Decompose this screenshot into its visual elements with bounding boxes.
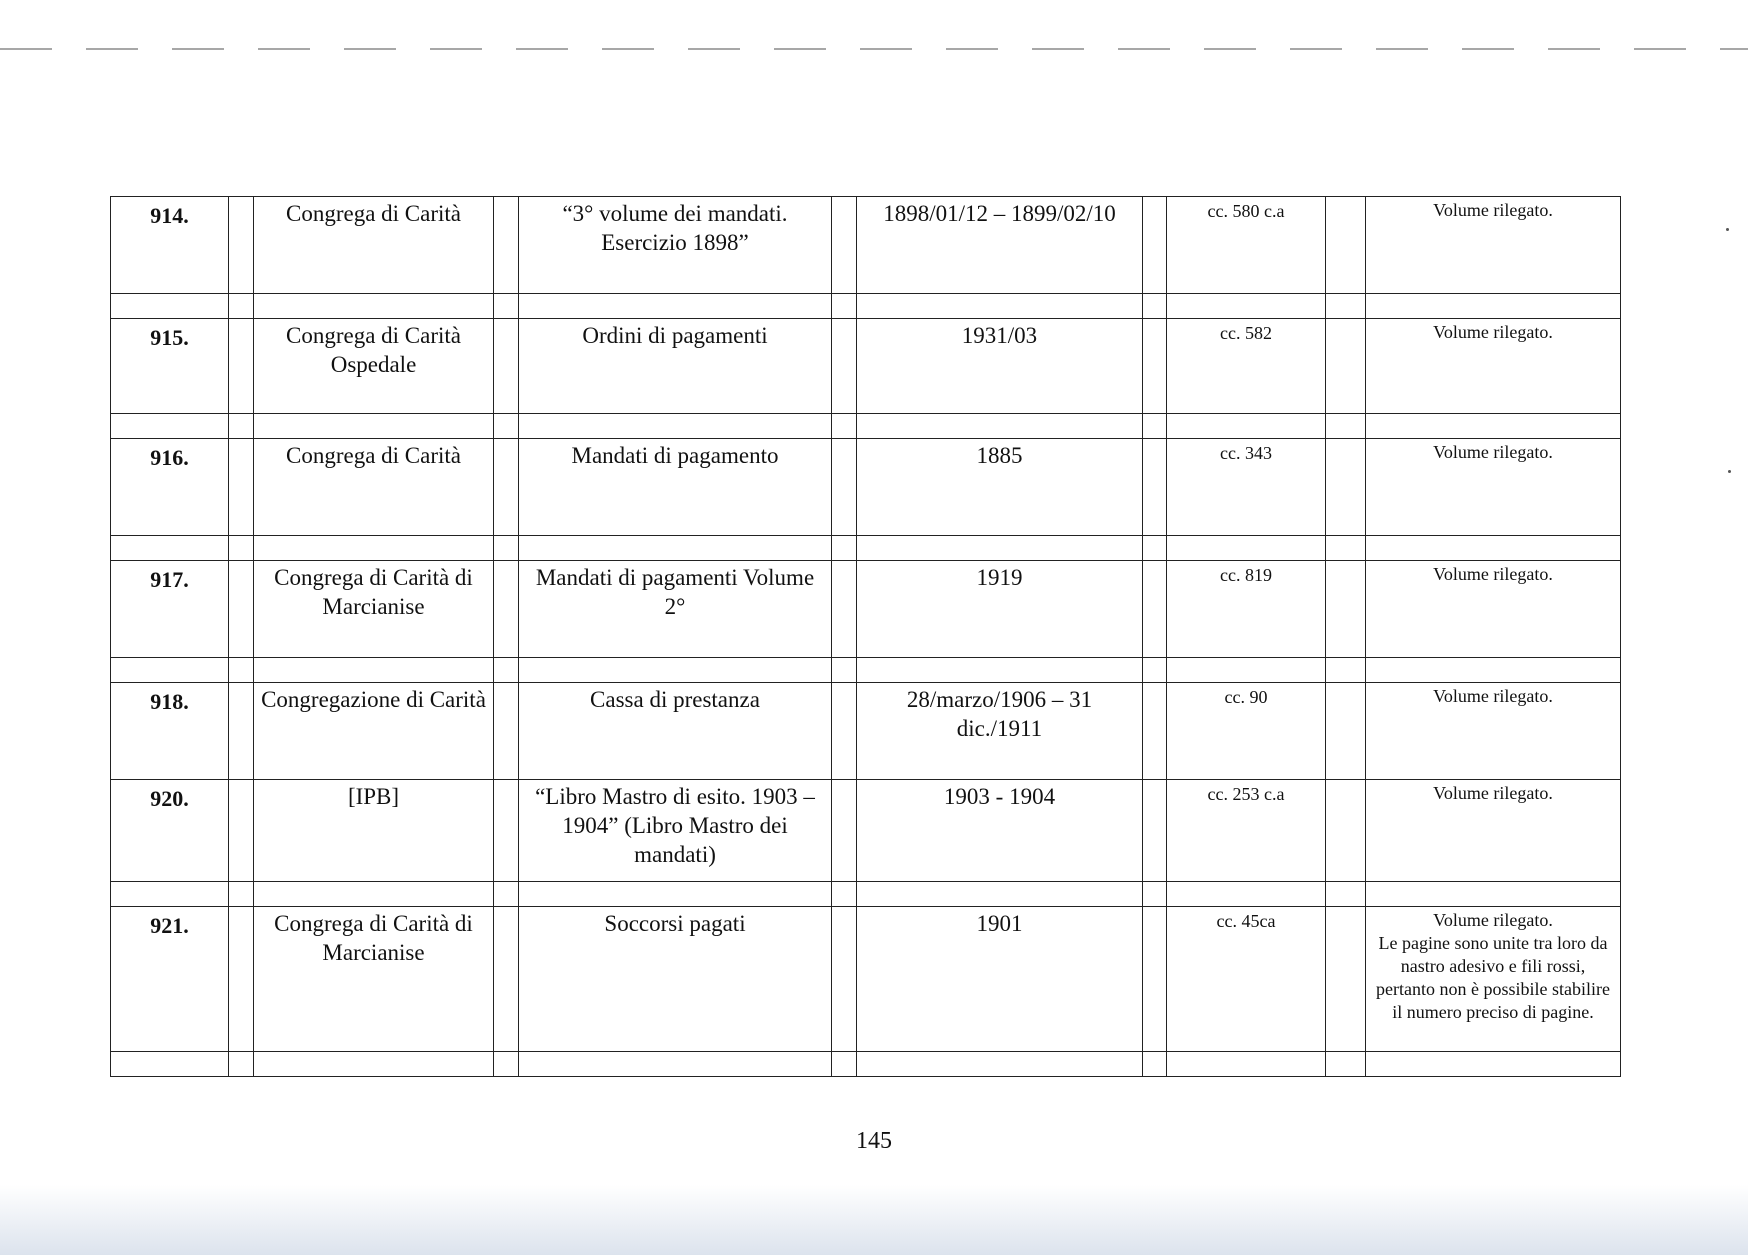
spacer-cell	[254, 882, 494, 907]
spacer-cell	[857, 1052, 1143, 1077]
spacer-cell	[1326, 1052, 1366, 1077]
spacer-cell	[1167, 414, 1326, 439]
spacer-cell	[832, 882, 857, 907]
entry-notes-detail: Le pagine sono unite tra loro da nastro adesivo e fili rossi, pertanto non è possibile stabilire il numero preciso di pagine.	[1376, 933, 1610, 1022]
entry-title: Ordini di pagamenti	[519, 319, 832, 414]
gap-cell	[229, 561, 254, 658]
gap-cell	[1326, 683, 1366, 780]
entry-entity: Congrega di Carità	[254, 197, 494, 294]
spacer-cell	[494, 414, 519, 439]
entry-entity: Congrega di Carità di Marcianise	[254, 561, 494, 658]
spacer-cell	[1167, 1052, 1326, 1077]
gap-cell	[494, 683, 519, 780]
spacer-cell	[1143, 536, 1167, 561]
spacer-cell	[519, 658, 832, 683]
entry-number: 918.	[111, 683, 229, 780]
spacer-cell	[1326, 294, 1366, 319]
gap-cell	[832, 780, 857, 882]
spacer-cell	[254, 658, 494, 683]
entry-pages: cc. 819	[1167, 561, 1326, 658]
gap-cell	[494, 561, 519, 658]
page-number: 145	[856, 1128, 892, 1154]
entry-notes	[1366, 683, 1621, 780]
spacer-cell	[1366, 414, 1621, 439]
spacer-cell	[1167, 658, 1326, 683]
entry-dates: 28/marzo/1906 – 31 dic./1911	[857, 683, 1143, 780]
spacer-cell	[857, 294, 1143, 319]
scan-speck	[1726, 228, 1729, 231]
spacer-cell	[254, 414, 494, 439]
entry-entity: [IPB]	[254, 780, 494, 882]
scan-shadow	[0, 1185, 1748, 1255]
entry-pages: cc. 45ca	[1167, 907, 1326, 1052]
entry-notes-main: Volume rilegato.	[1433, 783, 1553, 803]
spacer-cell	[1326, 536, 1366, 561]
entry-number: 915.	[111, 319, 229, 414]
spacer-cell	[1167, 536, 1326, 561]
gap-cell	[1143, 683, 1167, 780]
entry-notes	[1366, 439, 1621, 536]
spacer-cell	[254, 294, 494, 319]
entry-dates: 1931/03	[857, 319, 1143, 414]
entry-notes	[1366, 319, 1621, 414]
gap-cell	[229, 780, 254, 882]
spacer-cell	[1167, 882, 1326, 907]
gap-cell	[229, 439, 254, 536]
entry-title: Soccorsi pagati	[519, 907, 832, 1052]
spacer-row	[111, 1052, 1621, 1077]
spacer-cell	[832, 536, 857, 561]
spacer-cell	[832, 1052, 857, 1077]
table-row	[111, 319, 1621, 414]
spacer-cell	[1366, 536, 1621, 561]
spacer-cell	[111, 1052, 229, 1077]
spacer-cell	[1326, 658, 1366, 683]
scan-speck	[1728, 470, 1731, 473]
top-dashed-line	[0, 48, 1748, 50]
spacer-row	[111, 414, 1621, 439]
entry-number: 914.	[111, 197, 229, 294]
entry-pages: cc. 90	[1167, 683, 1326, 780]
spacer-cell	[519, 1052, 832, 1077]
entry-pages: cc. 343	[1167, 439, 1326, 536]
archive-inventory-table	[110, 196, 1621, 1077]
entry-notes	[1366, 197, 1621, 294]
spacer-row	[111, 658, 1621, 683]
spacer-cell	[111, 536, 229, 561]
gap-cell	[494, 197, 519, 294]
spacer-cell	[857, 658, 1143, 683]
entry-notes-main: Volume rilegato.	[1433, 686, 1553, 706]
gap-cell	[494, 907, 519, 1052]
spacer-cell	[1143, 1052, 1167, 1077]
spacer-cell	[1366, 294, 1621, 319]
gap-cell	[1143, 439, 1167, 536]
entry-notes	[1366, 780, 1621, 882]
gap-cell	[229, 197, 254, 294]
entry-pages: cc. 253 c.a	[1167, 780, 1326, 882]
table-row	[111, 439, 1621, 536]
spacer-cell	[519, 414, 832, 439]
spacer-cell	[1366, 882, 1621, 907]
spacer-cell	[111, 658, 229, 683]
table-row	[111, 780, 1621, 882]
spacer-row	[111, 294, 1621, 319]
spacer-cell	[1143, 658, 1167, 683]
gap-cell	[832, 683, 857, 780]
gap-cell	[1326, 197, 1366, 294]
gap-cell	[1326, 439, 1366, 536]
entry-entity: Congrega di Carità	[254, 439, 494, 536]
spacer-cell	[229, 658, 254, 683]
entry-entity: Congregazione di Carità	[254, 683, 494, 780]
table-row	[111, 683, 1621, 780]
gap-cell	[1326, 561, 1366, 658]
spacer-cell	[254, 536, 494, 561]
entry-number: 917.	[111, 561, 229, 658]
gap-cell	[832, 197, 857, 294]
entry-pages: cc. 582	[1167, 319, 1326, 414]
spacer-cell	[519, 294, 832, 319]
entry-notes-main: Volume rilegato.	[1433, 564, 1553, 584]
spacer-cell	[494, 1052, 519, 1077]
spacer-cell	[229, 414, 254, 439]
table-row	[111, 197, 1621, 294]
spacer-cell	[1143, 294, 1167, 319]
spacer-cell	[1366, 1052, 1621, 1077]
gap-cell	[1143, 780, 1167, 882]
table-row	[111, 561, 1621, 658]
spacer-cell	[229, 294, 254, 319]
gap-cell	[229, 907, 254, 1052]
spacer-cell	[111, 294, 229, 319]
gap-cell	[832, 319, 857, 414]
spacer-cell	[1167, 294, 1326, 319]
entry-notes-main: Volume rilegato.	[1433, 200, 1553, 220]
spacer-cell	[229, 1052, 254, 1077]
spacer-cell	[1366, 658, 1621, 683]
gap-cell	[832, 439, 857, 536]
entry-notes	[1366, 907, 1621, 1052]
gap-cell	[229, 683, 254, 780]
spacer-cell	[519, 882, 832, 907]
entry-entity: Congrega di Carità Ospedale	[254, 319, 494, 414]
entry-notes	[1366, 561, 1621, 658]
spacer-cell	[832, 414, 857, 439]
spacer-cell	[1143, 882, 1167, 907]
spacer-row	[111, 536, 1621, 561]
spacer-cell	[494, 658, 519, 683]
spacer-cell	[494, 536, 519, 561]
entry-number: 920.	[111, 780, 229, 882]
gap-cell	[832, 561, 857, 658]
entry-number: 916.	[111, 439, 229, 536]
spacer-cell	[832, 294, 857, 319]
spacer-row	[111, 882, 1621, 907]
entry-title: Mandati di pagamenti Volume 2°	[519, 561, 832, 658]
gap-cell	[1143, 197, 1167, 294]
entry-notes-main: Volume rilegato.	[1433, 442, 1553, 462]
entry-dates: 1885	[857, 439, 1143, 536]
gap-cell	[1326, 319, 1366, 414]
spacer-cell	[111, 882, 229, 907]
table-row	[111, 907, 1621, 1052]
gap-cell	[1143, 319, 1167, 414]
spacer-cell	[519, 536, 832, 561]
spacer-cell	[1143, 414, 1167, 439]
entry-dates: 1898/01/12 – 1899/02/10	[857, 197, 1143, 294]
entry-dates: 1901	[857, 907, 1143, 1052]
gap-cell	[229, 319, 254, 414]
gap-cell	[494, 319, 519, 414]
spacer-cell	[832, 658, 857, 683]
entry-title: “3° volume dei mandati. Esercizio 1898”	[519, 197, 832, 294]
entry-dates: 1919	[857, 561, 1143, 658]
spacer-cell	[1326, 882, 1366, 907]
spacer-cell	[229, 536, 254, 561]
gap-cell	[1326, 907, 1366, 1052]
entry-number: 921.	[111, 907, 229, 1052]
spacer-cell	[494, 294, 519, 319]
spacer-cell	[857, 882, 1143, 907]
entry-entity: Congrega di Carità di Marcianise	[254, 907, 494, 1052]
spacer-cell	[254, 1052, 494, 1077]
gap-cell	[494, 439, 519, 536]
spacer-cell	[111, 414, 229, 439]
spacer-cell	[857, 536, 1143, 561]
gap-cell	[1143, 907, 1167, 1052]
gap-cell	[1326, 780, 1366, 882]
spacer-cell	[229, 882, 254, 907]
spacer-cell	[857, 414, 1143, 439]
gap-cell	[1143, 561, 1167, 658]
entry-title: “Libro Mastro di esito. 1903 – 1904” (Libro Mastro dei mandati)	[519, 780, 832, 882]
entry-notes-main: Volume rilegato.	[1433, 910, 1553, 930]
entry-title: Cassa di prestanza	[519, 683, 832, 780]
entry-pages: cc. 580 c.a	[1167, 197, 1326, 294]
gap-cell	[494, 780, 519, 882]
entry-dates: 1903 - 1904	[857, 780, 1143, 882]
spacer-cell	[1326, 414, 1366, 439]
spacer-cell	[494, 882, 519, 907]
entry-notes-main: Volume rilegato.	[1433, 322, 1553, 342]
entry-title: Mandati di pagamento	[519, 439, 832, 536]
gap-cell	[832, 907, 857, 1052]
